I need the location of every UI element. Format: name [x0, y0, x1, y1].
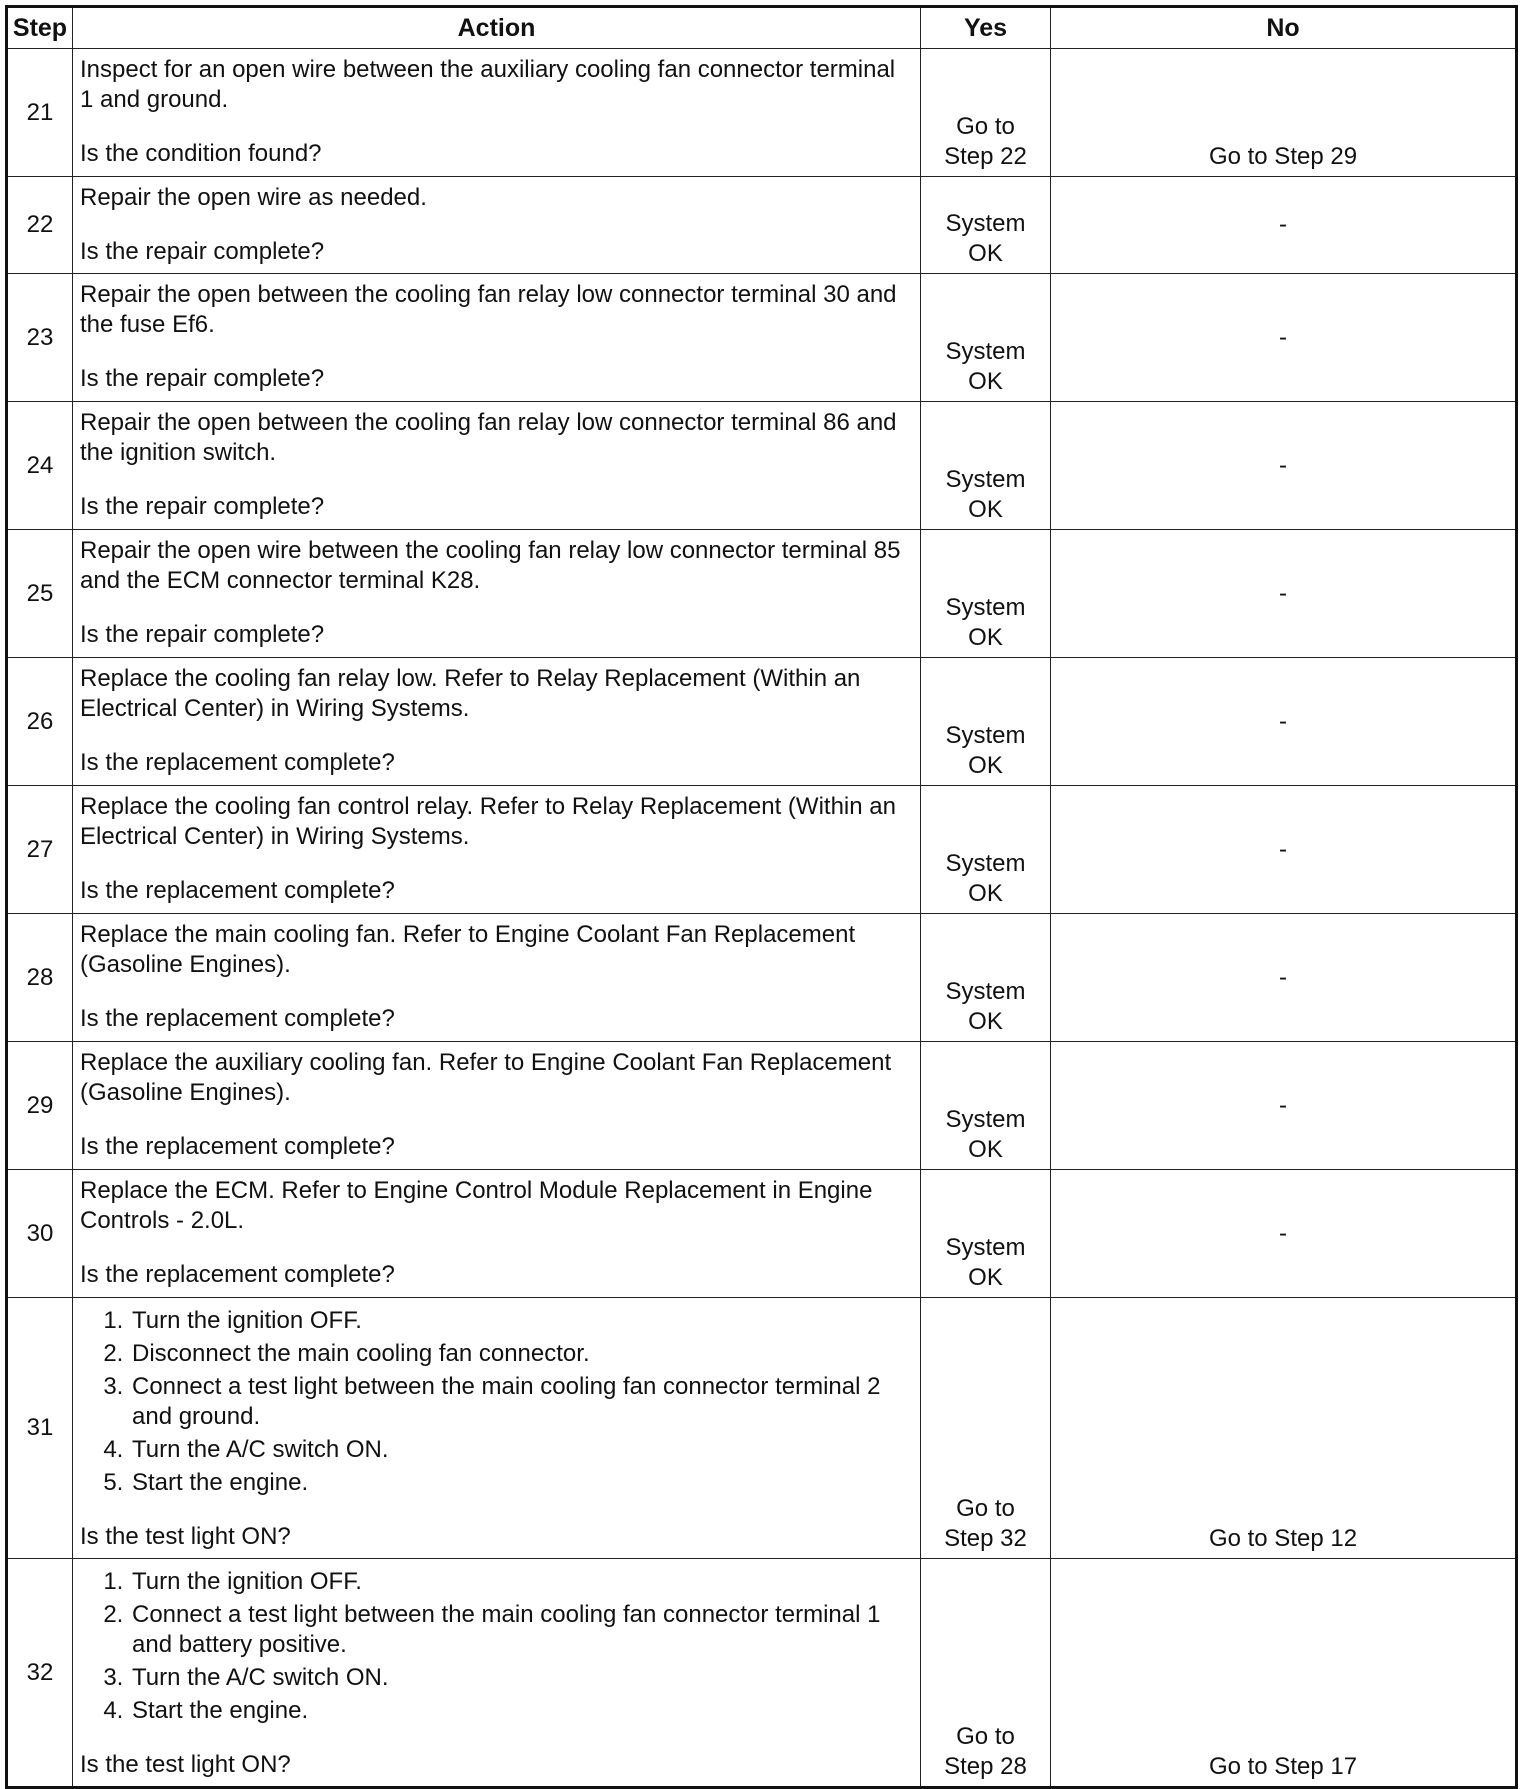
table-body: [7, 49, 1517, 1788]
yes-result: [921, 786, 1051, 914]
yes-result-line: System: [945, 722, 1026, 749]
action-cell: [73, 49, 921, 177]
action-question: Is the repair complete?: [80, 238, 325, 265]
yes-result-line: System: [945, 210, 1026, 237]
no-result: Go to Step 17: [1051, 1559, 1517, 1788]
yes-result: [921, 1170, 1051, 1298]
action-text: Inspect for an open wire between the auxiliary cooling fan connector terminal 1 and ground.: [80, 56, 896, 113]
no-result: -: [1051, 1042, 1517, 1170]
step-number: 22: [7, 177, 73, 274]
table-row: [7, 402, 1517, 530]
yes-result: [921, 658, 1051, 786]
action-question: Is the test light ON?: [80, 1523, 291, 1550]
yes-result-line: OK: [968, 496, 1003, 523]
table-row: [7, 1559, 1517, 1788]
header-no: No: [1051, 7, 1517, 49]
action-question: Is the replacement complete?: [80, 1261, 395, 1288]
action-steps-list: [80, 1306, 914, 1498]
action-text: Replace the ECM. Refer to Engine Control Module Replacement in Engine Controls - 2.0L.: [80, 1177, 873, 1234]
action-text: Repair the open between the cooling fan relay low connector terminal 86 and the ignition switch.: [80, 409, 897, 466]
action-text: Replace the cooling fan relay low. Refer to Relay Replacement (Within an Electrical Center) in Wiring Systems.: [80, 665, 861, 722]
yes-result: [921, 402, 1051, 530]
action-text: Repair the open wire between the cooling fan relay low connector terminal 85 and the ECM connector terminal K28.: [80, 537, 901, 594]
table-row: [7, 914, 1517, 1042]
action-question: Is the repair complete?: [80, 493, 325, 520]
action-steps-list: [80, 1567, 914, 1726]
no-result: Go to Step 12: [1051, 1298, 1517, 1559]
action-step-item: 1. Turn the ignition OFF.: [130, 1567, 914, 1597]
action-step-item: 5. Start the engine.: [130, 1468, 914, 1498]
diagnostic-table: [5, 5, 1518, 1789]
yes-result-line: Step 32: [944, 1525, 1027, 1552]
yes-result: [921, 1559, 1051, 1788]
action-question: Is the repair complete?: [80, 365, 325, 392]
step-number: 23: [7, 274, 73, 402]
action-cell: [73, 1559, 921, 1788]
step-number: 24: [7, 402, 73, 530]
yes-result-line: System: [945, 466, 1026, 493]
action-cell: [73, 914, 921, 1042]
action-cell: [73, 402, 921, 530]
yes-result-line: OK: [968, 1264, 1003, 1291]
action-step-item: 3. Connect a test light between the main cooling fan connector terminal 2 and ground.: [130, 1372, 914, 1432]
action-question: Is the replacement complete?: [80, 749, 395, 776]
action-step-item: 3. Turn the A/C switch ON.: [130, 1663, 914, 1693]
action-text: Replace the main cooling fan. Refer to Engine Coolant Fan Replacement (Gasoline Engines).: [80, 921, 856, 978]
yes-result-line: System: [945, 1106, 1026, 1133]
action-cell: [73, 658, 921, 786]
header-step: Step: [7, 7, 73, 49]
no-result: -: [1051, 1170, 1517, 1298]
header-yes: Yes: [921, 7, 1051, 49]
no-result: -: [1051, 177, 1517, 274]
action-step-item: 4. Turn the A/C switch ON.: [130, 1435, 914, 1465]
yes-result-line: OK: [968, 368, 1003, 395]
action-cell: [73, 1042, 921, 1170]
table-row: [7, 49, 1517, 177]
table-row: [7, 658, 1517, 786]
table-row: [7, 274, 1517, 402]
action-step-item: 2. Disconnect the main cooling fan connector.: [130, 1339, 914, 1369]
yes-result-line: System: [945, 850, 1026, 877]
step-number: 30: [7, 1170, 73, 1298]
yes-result-line: Step 28: [944, 1753, 1027, 1780]
action-question: Is the condition found?: [80, 140, 322, 167]
yes-result-line: System: [945, 978, 1026, 1005]
no-result: -: [1051, 786, 1517, 914]
yes-result-line: OK: [968, 752, 1003, 779]
no-result: -: [1051, 530, 1517, 658]
yes-result: [921, 274, 1051, 402]
no-result: -: [1051, 274, 1517, 402]
table-row: [7, 1298, 1517, 1559]
yes-result-line: Go to: [956, 1723, 1015, 1750]
step-number: 28: [7, 914, 73, 1042]
table-row: [7, 1170, 1517, 1298]
yes-result: [921, 1042, 1051, 1170]
action-cell: [73, 1298, 921, 1559]
table-row: [7, 177, 1517, 274]
action-step-item: 1. Turn the ignition OFF.: [130, 1306, 914, 1336]
yes-result-line: OK: [968, 624, 1003, 651]
yes-result-line: Go to: [956, 113, 1015, 140]
action-cell: [73, 177, 921, 274]
action-question: Is the replacement complete?: [80, 877, 395, 904]
header-row: [7, 7, 1517, 49]
yes-result-line: Go to: [956, 1495, 1015, 1522]
yes-result-line: OK: [968, 1008, 1003, 1035]
action-cell: [73, 530, 921, 658]
diagnostic-table-container: [5, 5, 1518, 1789]
table-row: [7, 1042, 1517, 1170]
no-result: -: [1051, 402, 1517, 530]
step-number: 21: [7, 49, 73, 177]
action-text: Replace the cooling fan control relay. Refer to Relay Replacement (Within an Electrical Center) in Wiring Systems.: [80, 793, 896, 850]
step-number: 26: [7, 658, 73, 786]
step-number: 25: [7, 530, 73, 658]
action-step-item: 2. Connect a test light between the main cooling fan connector terminal 1 and battery positive.: [130, 1600, 914, 1660]
step-number: 27: [7, 786, 73, 914]
step-number: 31: [7, 1298, 73, 1559]
yes-result-line: OK: [968, 1136, 1003, 1163]
yes-result-line: Step 22: [944, 143, 1027, 170]
action-question: Is the test light ON?: [80, 1751, 291, 1778]
yes-result-line: OK: [968, 880, 1003, 907]
action-question: Is the replacement complete?: [80, 1005, 395, 1032]
yes-result-line: System: [945, 1234, 1026, 1261]
action-step-item: 4. Start the engine.: [130, 1696, 914, 1726]
action-cell: [73, 786, 921, 914]
step-number: 32: [7, 1559, 73, 1788]
yes-result: [921, 177, 1051, 274]
action-cell: [73, 274, 921, 402]
action-cell: [73, 1170, 921, 1298]
table-row: [7, 786, 1517, 914]
action-question: Is the repair complete?: [80, 621, 325, 648]
yes-result: [921, 1298, 1051, 1559]
action-text: Repair the open between the cooling fan relay low connector terminal 30 and the fuse Ef6.: [80, 281, 897, 338]
header-action: Action: [73, 7, 921, 49]
yes-result: [921, 530, 1051, 658]
no-result: Go to Step 29: [1051, 49, 1517, 177]
yes-result-line: System: [945, 594, 1026, 621]
yes-result: [921, 914, 1051, 1042]
no-result: -: [1051, 658, 1517, 786]
action-question: Is the replacement complete?: [80, 1133, 395, 1160]
no-result: -: [1051, 914, 1517, 1042]
action-text: Repair the open wire as needed.: [80, 184, 427, 211]
yes-result-line: System: [945, 338, 1026, 365]
table-row: [7, 530, 1517, 658]
yes-result-line: OK: [968, 240, 1003, 267]
yes-result: [921, 49, 1051, 177]
step-number: 29: [7, 1042, 73, 1170]
action-text: Replace the auxiliary cooling fan. Refer to Engine Coolant Fan Replacement (Gasoline Engines).: [80, 1049, 892, 1106]
